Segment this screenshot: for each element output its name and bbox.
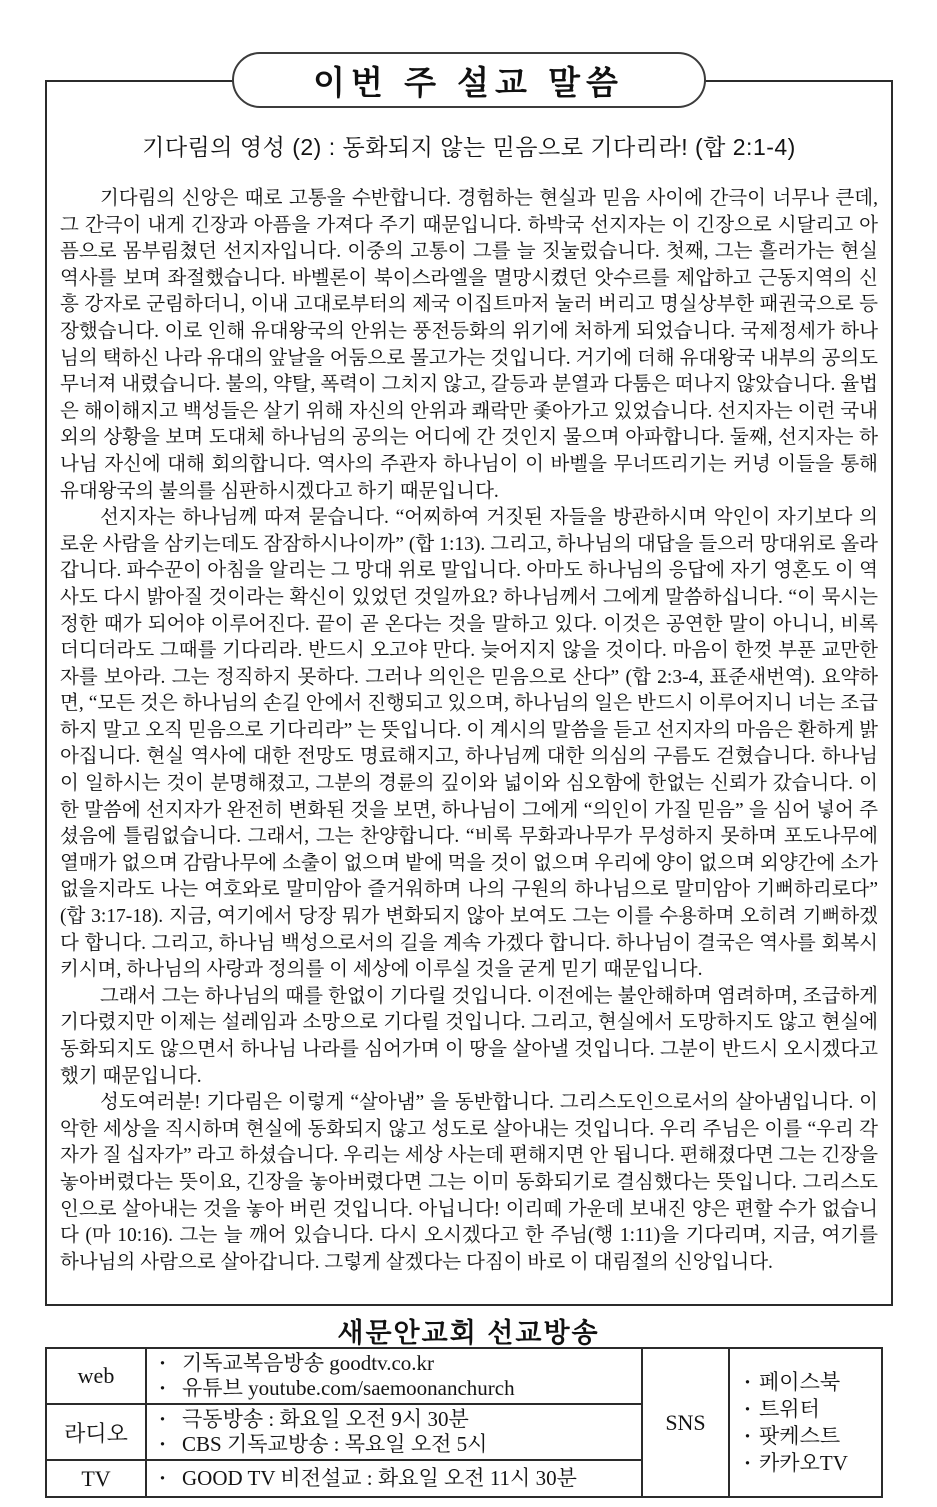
sermon-paragraph-1: 기다림의 신앙은 때로 고통을 수반합니다. 경험하는 현실과 믿음 사이에 간극이 너무나 큰데, 그 간극이 내게 긴장과 아픔을 가져다 주기 때문입니다. 하박국 선지자는 이 긴장으로 시달리고 아픔으로 몸부림쳤던 선지자입니다. 이중의 고통이 그를 늘 짓눌렀습니다. 첫째, 그는 흘러가는 현실 역사를 보며 좌절했습니다. 바벨론이 북이스라엘을 멸망시켰던 앗수르를 제압하고 근동지역의 신흥 강자로 군림하더니, 이내 고대로부터의 제국 이집트마저 눌러 버리고 명실상부한 패권국으로 등장했습니다. 이로 인해 유대왕국의 안위는 풍전등화의 위기에 처하게 되었습니다. 국제정세가 하나님의 택하신 나라 유대의 앞날을 어둠으로 몰고가는 것입니다. 거기에 더해 유대왕국 내부의 공의도 무너져 내렸습니다. 불의, 약탈, 폭력이 그치지 않고, 갈등과 분열과 다툼은 떠나지 않았습니다. 율법은 해이해지고 백성들은 살기 위해 자신의 안위과 쾌락만 좇아가고 있었습니다. 선지자는 이런 국내외의 상황을 보며 도대체 하나님의 공의는 어디에 간 것인지 물으며 아파합니다. 둘째, 선지자는 하나님 자신에 대해 회의합니다. 역사의 주관자 하나님이 이 바벨을 무너뜨리기는 커녕 이들을 통해 유대왕국의 불의를 심판하시겠다고 하기 때문입니다.	[60, 188, 878, 502]
content-line	[147, 1376, 641, 1401]
broadcast-table	[45, 1347, 883, 1498]
sns-item	[730, 1369, 881, 1396]
sns-item-text: · 트위터	[759, 1396, 820, 1421]
sermon-title-pill	[232, 52, 706, 108]
row-content-web	[146, 1348, 642, 1404]
sermon-subtitle: 기다림의 영성 (2) : 동화되지 않는 믿음으로 기다리라! (합 2:1-4)	[142, 134, 796, 160]
content-text: · GOOD TV 비전설교 : 화요일 오전 11시 30분	[182, 1466, 577, 1490]
sns-item-text: · 카카오TV	[759, 1450, 848, 1475]
row-content-tv	[146, 1460, 642, 1497]
sns-item-text: · 팟케스트	[759, 1423, 841, 1448]
content-line	[147, 1407, 641, 1432]
sermon-box	[45, 80, 893, 1306]
sermon-paragraph-3: 그래서 그는 하나님의 때를 한없이 기다릴 것입니다. 이전에는 불안해하며 염려하며, 조급하게 기다렸지만 이제는 설레임과 소망으로 기다릴 것입니다. 그리고, 현실에서 도망하지도 않고 현실에 동화되지도 않으면서 하나님 나라를 심어가며 이 땅을 살아낼 것입니다. 그분이 반드시 오시겠다고 했기 때문입니다.	[60, 985, 878, 1087]
row-label-radio: 라디오	[46, 1404, 146, 1460]
sns-item	[730, 1450, 881, 1477]
sermon-paragraph-2: 선지자는 하나님께 따져 묻습니다. “어찌하여 거짓된 자들을 방관하시며 악인이 자기보다 의로운 사람을 삼키는데도 잠잠하시나이까” (합 1:13). 그리고, 하나님의 대답을 들으러 망대위로 올라갑니다. 파수꾼이 아침을 알리는 그 망대 위로 말입니다. 아마도 하나님의 응답에 자기 영혼도 이 역사도 다시 밝아질 것이라는 확신이 있었던 것일까요? 하나님께서 그에게 말씀하십니다. “이 묵시는 정한 때가 되어야 이루어진다. 끝이 곧 온다는 것을 말하고 있다. 이것은 공연한 말이 아니니, 비록 더디더라도 그때를 기다리라. 반드시 오고야 만다. 늦어지지 않을 것이다. 마음이 한껏 부푼 교만한 자를 보아라. 그는 정직하지 못하다. 그러나 의인은 믿음으로 산다” (합 2:3-4, 표준새번역). 요약하면, “모든 것은 하나님의 손길 안에서 진행되고 있으며, 하나님의 일은 반드시 이루어지니 너는 조급하지 말고 오직 믿음으로 기다리라” 는 뜻입니다. 이 계시의 말씀을 듣고 선지자의 마음은 환하게 밝아집니다. 현실 역사에 대한 전망도 명료해지고, 하나님께 대한 의심의 구름도 걷혔습니다. 하나님이 일하시는 것이 분명해졌고, 그분의 경륜의 깊이와 넓이와 심오함에 한없는 신뢰가 갔습니다. 이 한 말씀에 선지자가 완전히 변화된 것을 보면, 하나님이 그에게 “의인이 가질 믿음” 을 심어 넣어 주셨음에 틀림없습니다. 그래서, 그는 찬양합니다. “비록 무화과나무가 무성하지 못하며 포도나무에 열매가 없으며 감람나무에 소출이 없으며 밭에 먹을 것이 없으며 우리에 양이 없으며 외양간에 소가 없을지라도 나는 여호와로 말미암아 즐거워하며 나의 구원의 하나님으로 말미암아 기뻐하리로다” (합 3:17-18). 지금, 여기에서 당장 뭐가 변화되지 않아 보여도 그는 이를 수용하며 오히려 기뻐하겠다 합니다. 그리고, 하나님 백성으로서의 길을 계속 가겠다 합니다. 하나님이 결국은 역사를 회복시키시며, 하나님의 사랑과 정의를 이 세상에 이루실 것을 굳게 믿기 때문입니다.	[60, 507, 878, 981]
sns-item	[730, 1396, 881, 1423]
row-label-web: web	[46, 1348, 146, 1404]
row-label-tv: TV	[46, 1460, 146, 1497]
content-line	[147, 1351, 641, 1376]
table-row-web	[46, 1348, 882, 1404]
page-title: 이번 주 설교 말씀	[313, 63, 624, 101]
content-text: · 유튜브 youtube.com/saemoonanchurch	[182, 1376, 515, 1400]
broadcast-section-title: 새문안교회 선교방송	[337, 1318, 600, 1348]
content-text: · 극동방송 : 화요일 오전 9시 30분	[182, 1407, 469, 1431]
sns-list-cell	[729, 1348, 882, 1497]
sns-label-cell: SNS	[642, 1348, 729, 1497]
sns-item	[730, 1423, 881, 1450]
content-text: · CBS 기독교방송 : 목요일 오전 5시	[182, 1432, 488, 1456]
sermon-body	[60, 186, 878, 1276]
content-text: · 기독교복음방송 goodtv.co.kr	[182, 1351, 435, 1375]
content-line	[147, 1432, 641, 1457]
content-line	[147, 1466, 641, 1491]
sermon-paragraph-4: 성도여러분! 기다림은 이렇게 “살아냄” 을 동반합니다. 그리스도인으로서의 살아냄입니다. 이 악한 세상을 직시하며 현실에 동화되지 않고 성도로 살아내는 것입니다. 우리 주님은 이를 “우리 각자가 질 십자가” 라고 하셨습니다. 우리는 세상 사는데 편해지면 안 됩니다. 편해졌다면 그는 긴장을 놓아버렸다는 뜻이요, 긴장을 놓아버렸다면 그는 이미 동화되기로 결심했다는 뜻입니다. 그리스도인으로 살아내는 것을 놓아 버린 것입니다. 아닙니다! 이리떼 가운데 보내진 양은 편할 수가 없습니다 (마 10:16). 그는 늘 깨어 있습니다. 다시 오시겠다고 한 주님(행 1:11)을 기다리며, 지금, 여기를 하나님의 사람으로 살아갑니다. 그렇게 살겠다는 다짐이 바로 이 대림절의 신앙입니다.	[60, 1092, 878, 1273]
sns-item-text: · 페이스북	[759, 1369, 841, 1394]
row-content-radio	[146, 1404, 642, 1460]
